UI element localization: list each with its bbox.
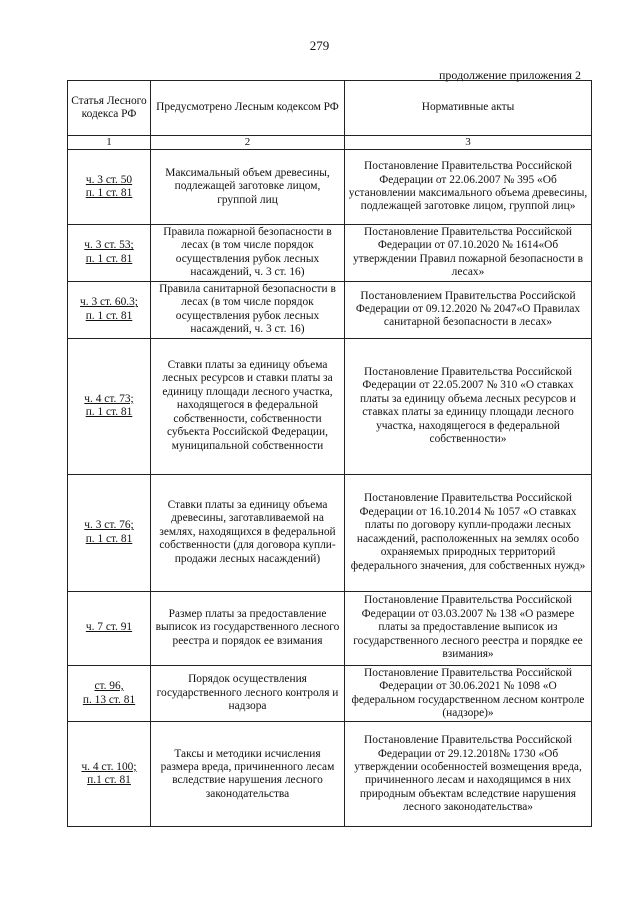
article-ref[interactable]: ч. 4 ст. 100; [81, 760, 137, 773]
article-cell [68, 722, 151, 827]
table-row [68, 281, 592, 338]
article-ref[interactable]: п. 1 ст. 81 [85, 406, 133, 419]
act-cell: Постановлением Правительства Российской Федерации от 09.12.2020 № 2047«О Правилах санитарной безопасности в лесах» [345, 281, 592, 338]
provision-cell: Правила пожарной безопасности в лесах (в том числе порядок осуществления рубок лесных насаждений, ч. 3 ст. 16) [151, 224, 345, 281]
article-cell [68, 665, 151, 722]
continuation-note: продолжение приложения 2 [439, 68, 581, 82]
article-cell [68, 338, 151, 474]
act-cell: Постановление Правительства Российской Федерации от 16.10.2014 № 1057 «О ставках платы по договору купли-продажи лесных насаждений, расположенных на землях особо охраняемых природных территорий федерального значения, для собственных нужд» [345, 474, 592, 591]
article-ref[interactable]: ч. 3 ст. 60.3; [80, 296, 138, 309]
provision-cell: Ставки платы за единицу объема древесины, заготавливаемой на землях, находящихся в федеральной собственности (для договора купли-продажи лесных насаждений) [151, 474, 345, 591]
header-provision: Предусмотрено Лесным кодексом РФ [151, 81, 345, 136]
table-row [68, 338, 592, 474]
article-cell [68, 224, 151, 281]
article-cell [68, 591, 151, 665]
table-row [68, 665, 592, 722]
table-row [68, 149, 592, 224]
article-ref[interactable]: п.1 ст. 81 [87, 774, 131, 787]
provision-cell: Порядок осуществления государственного лесного контроля и надзора [151, 665, 345, 722]
page-number: 279 [309, 38, 330, 53]
column-number: 3 [345, 136, 592, 150]
article-cell [68, 149, 151, 224]
article-ref[interactable]: п. 13 ст. 81 [82, 693, 136, 706]
article-ref[interactable]: ч. 3 ст. 50 [85, 173, 133, 186]
article-ref[interactable]: ч. 4 ст. 73; [84, 392, 134, 405]
article-ref[interactable]: п. 1 ст. 81 [85, 309, 133, 322]
provision-cell: Максимальный объем древесины, подлежащей заготовке лицом, группой лиц [151, 149, 345, 224]
provision-cell: Размер платы за предоставление выписок из государственного лесного реестра и порядок ее взимания [151, 591, 345, 665]
article-ref[interactable]: ч. 3 ст. 53; [84, 239, 134, 252]
article-cell [68, 281, 151, 338]
column-number-row [68, 136, 592, 150]
act-cell: Постановление Правительства Российской Федерации от 30.06.2021 № 1098 «О федеральном государственном лесном контроле (надзоре)» [345, 665, 592, 722]
column-number: 1 [68, 136, 151, 150]
article-ref[interactable]: ст. 96, [94, 680, 124, 693]
act-cell: Постановление Правительства Российской Федерации от 07.10.2020 № 1614«Об утверждении Правил пожарной безопасности в лесах» [345, 224, 592, 281]
act-cell: Постановление Правительства Российской Федерации от 29.12.2018№ 1730 «Об утверждении особенностей возмещения вреда, причиненного лесам и находящимся в них природным объектам вследствие нарушения лесного законодательства» [345, 722, 592, 827]
provision-cell: Правила санитарной безопасности в лесах (в том числе порядок осуществления рубок лесных насаждений, ч. 3 ст. 16) [151, 281, 345, 338]
provision-cell: Таксы и методики исчисления размера вреда, причиненного лесам вследствие нарушения лесного законодательства [151, 722, 345, 827]
provision-cell: Ставки платы за единицу объема лесных ресурсов и ставки платы за единицу площади лесного участка, находящегося в федеральной собственности, собственности субъекта Российской Федерации, муниципальной собственности [151, 338, 345, 474]
table-header-row [68, 81, 592, 136]
laws-table [67, 80, 592, 827]
header-acts: Нормативные акты [345, 81, 592, 136]
act-cell: Постановление Правительства Российской Федерации от 22.06.2007 № 395 «Об установлении максимального объема древесины, подлежащей заготовке лицом, группой лиц» [345, 149, 592, 224]
act-cell: Постановление Правительства Российской Федерации от 03.03.2007 № 138 «О размере платы за предоставление выписок из государственного лесного реестра и порядке ее взимания» [345, 591, 592, 665]
article-ref[interactable]: п. 1 ст. 81 [85, 532, 133, 545]
table-row [68, 591, 592, 665]
table-row [68, 474, 592, 591]
header-article: Статья Лесного кодекса РФ [68, 81, 151, 136]
article-cell [68, 474, 151, 591]
article-ref[interactable]: ч. 3 ст. 76; [84, 519, 134, 532]
article-ref[interactable]: п. 1 ст. 81 [85, 252, 133, 265]
table-row [68, 224, 592, 281]
article-ref[interactable]: ч. 7 ст. 91 [85, 621, 133, 634]
article-ref[interactable]: п. 1 ст. 81 [85, 186, 133, 199]
act-cell: Постановление Правительства Российской Федерации от 22.05.2007 № 310 «О ставках платы за единицу объема лесных ресурсов и ставках платы за единицу площади лесного участка, находящегося в федеральной собственности» [345, 338, 592, 474]
column-number: 2 [151, 136, 345, 150]
table-row [68, 722, 592, 827]
